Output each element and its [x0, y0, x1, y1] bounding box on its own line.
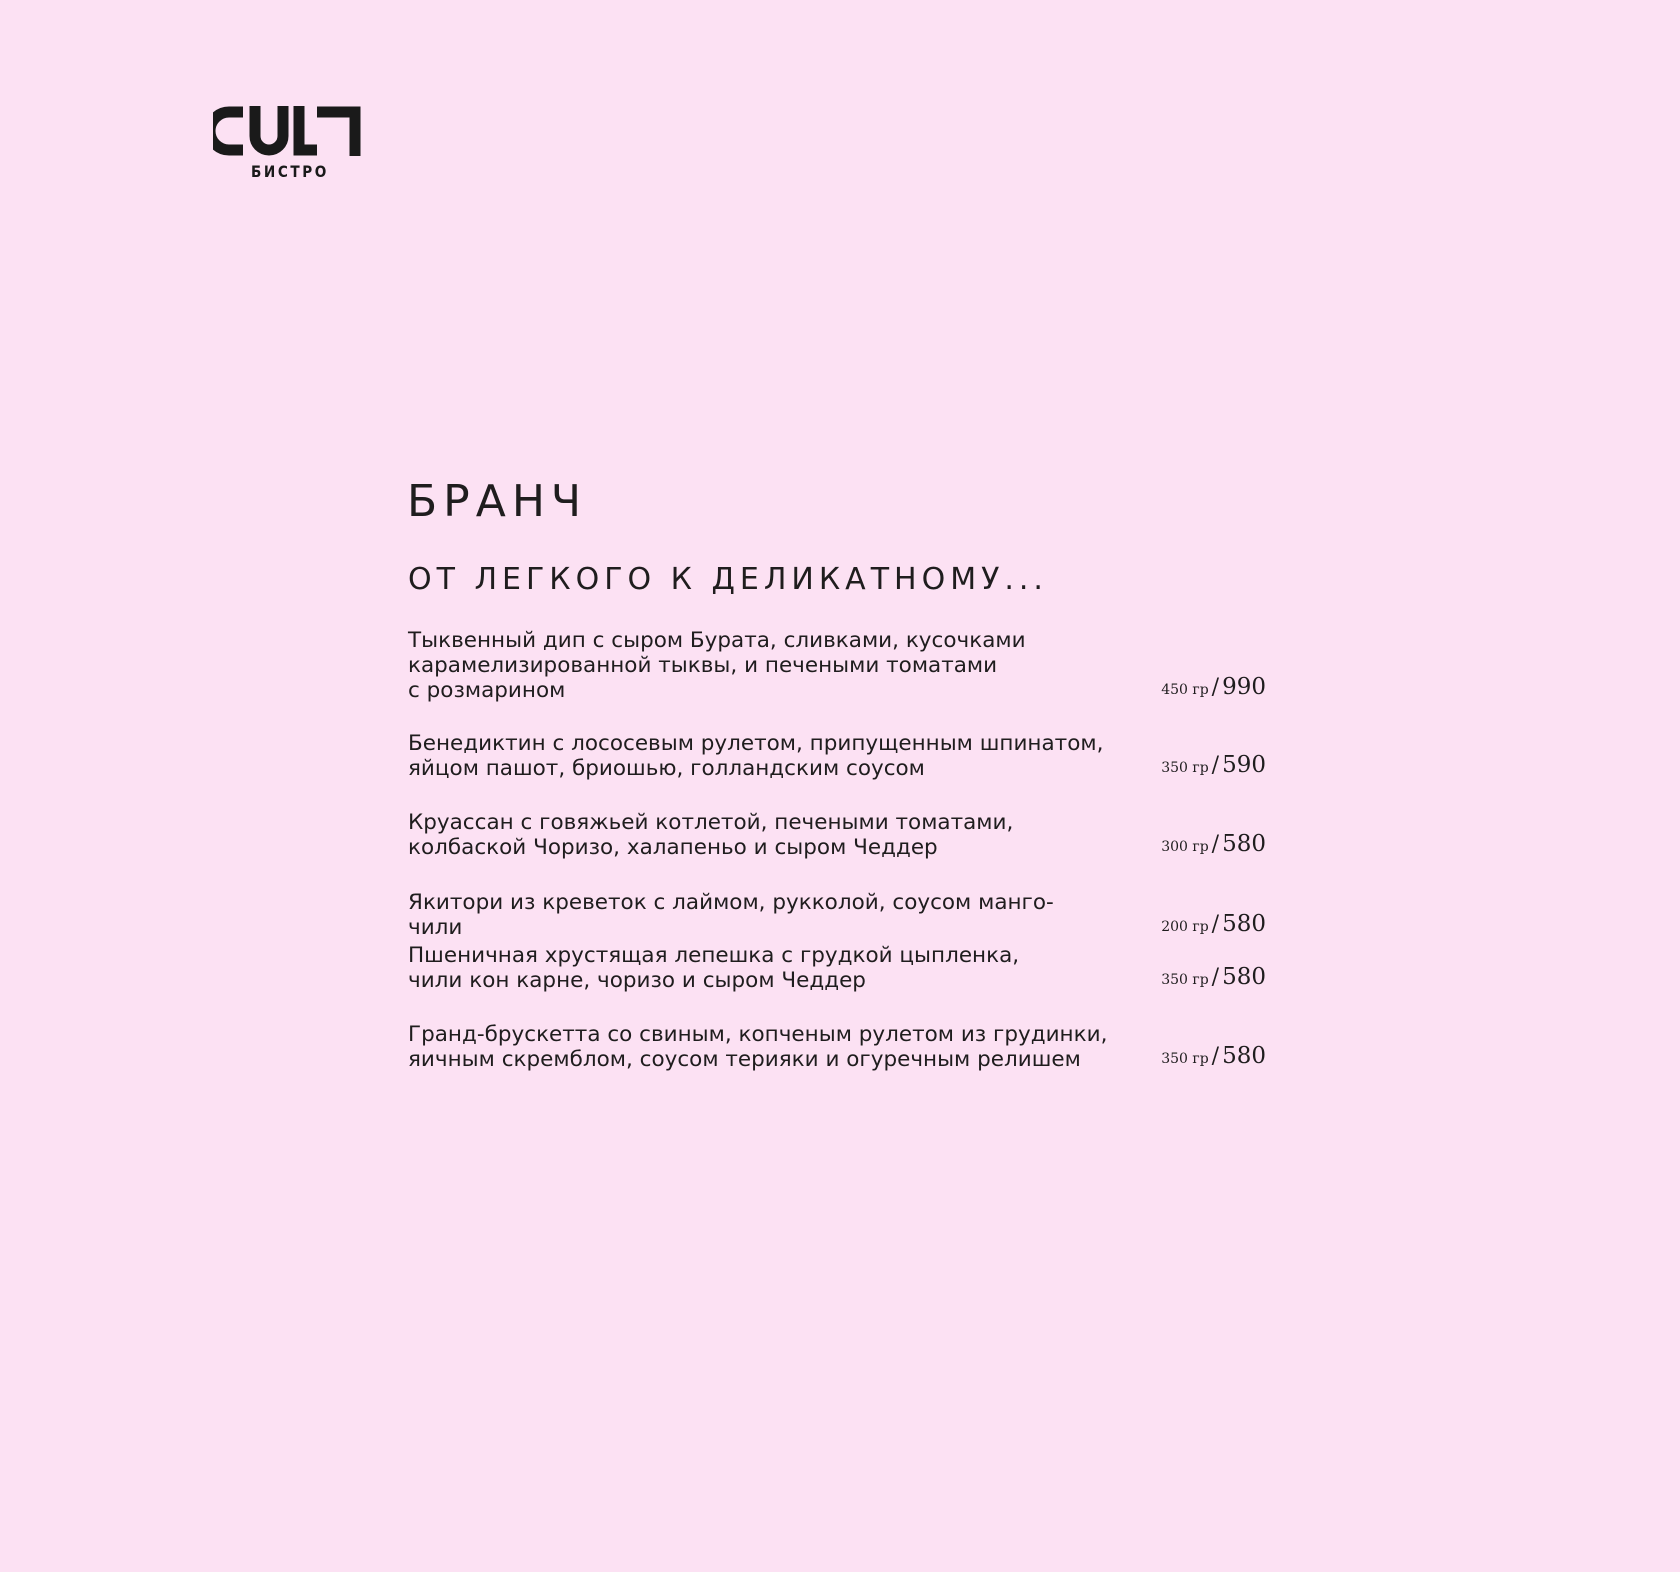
- item-cost: 590: [1222, 752, 1266, 778]
- price-separator: /: [1211, 1044, 1220, 1069]
- menu-item: [408, 628, 1266, 703]
- price-separator: /: [1211, 965, 1220, 990]
- menu-item: [408, 731, 1266, 781]
- item-weight: 350 гр: [1161, 760, 1209, 776]
- item-weight: 350 гр: [1161, 1051, 1209, 1067]
- item-price: [1161, 832, 1266, 860]
- item-description: Круассан с говяжьей котлетой, печеными томатами, колбаской Чоризо, халапеньо и сыром Чеддер: [408, 810, 1014, 860]
- price-separator: /: [1211, 753, 1220, 778]
- item-description: Гранд-брускетта со свиным, копченым рулетом из грудинки, яичным скремблом, соусом терияки и огуречным релишем: [408, 1022, 1108, 1072]
- item-description: Пшеничная хрустящая лепешка с грудкой цыпленка, чили кон карне, чоризо и сыром Чеддер: [408, 943, 1020, 993]
- price-separator: /: [1211, 675, 1220, 700]
- brand-logo: [213, 106, 361, 184]
- item-cost: 990: [1222, 674, 1266, 700]
- price-separator: /: [1211, 912, 1220, 937]
- item-price: [1161, 753, 1266, 781]
- item-weight: 300 гр: [1161, 839, 1209, 855]
- item-weight: 200 гр: [1161, 919, 1209, 935]
- logo-subtitle: БИСТРО: [251, 162, 329, 181]
- menu-item: [408, 810, 1266, 860]
- menu-item: [408, 890, 1266, 940]
- item-description: Тыквенный дип с сыром Бурата, сливками, кусочками карамелизированной тыквы, и печеными томатами с розмарином: [408, 628, 1026, 703]
- item-description: Бенедиктин с лососевым рулетом, припущенным шпинатом, яйцом пашот, бриошью, голландским соусом: [408, 731, 1104, 781]
- section-title: БРАНЧ: [407, 476, 588, 527]
- menu-item: [408, 943, 1266, 993]
- section-subtitle: ОТ ЛЕГКОГО К ДЕЛИКАТНОМУ...: [408, 562, 1048, 597]
- item-cost: 580: [1222, 831, 1266, 857]
- item-price: [1161, 912, 1266, 940]
- item-cost: 580: [1222, 1043, 1266, 1069]
- item-price: [1161, 1044, 1266, 1072]
- item-description: Якитори из креветок с лаймом, рукколой, соусом манго-чили: [408, 890, 1054, 940]
- cult-logo-mark: [213, 106, 361, 156]
- item-price: [1161, 675, 1266, 703]
- item-cost: 580: [1222, 911, 1266, 937]
- item-weight: 350 гр: [1161, 972, 1209, 988]
- item-cost: 580: [1222, 964, 1266, 990]
- price-separator: /: [1211, 832, 1220, 857]
- item-price: [1161, 965, 1266, 993]
- menu-item: [408, 1022, 1266, 1072]
- item-weight: 450 гр: [1161, 682, 1209, 698]
